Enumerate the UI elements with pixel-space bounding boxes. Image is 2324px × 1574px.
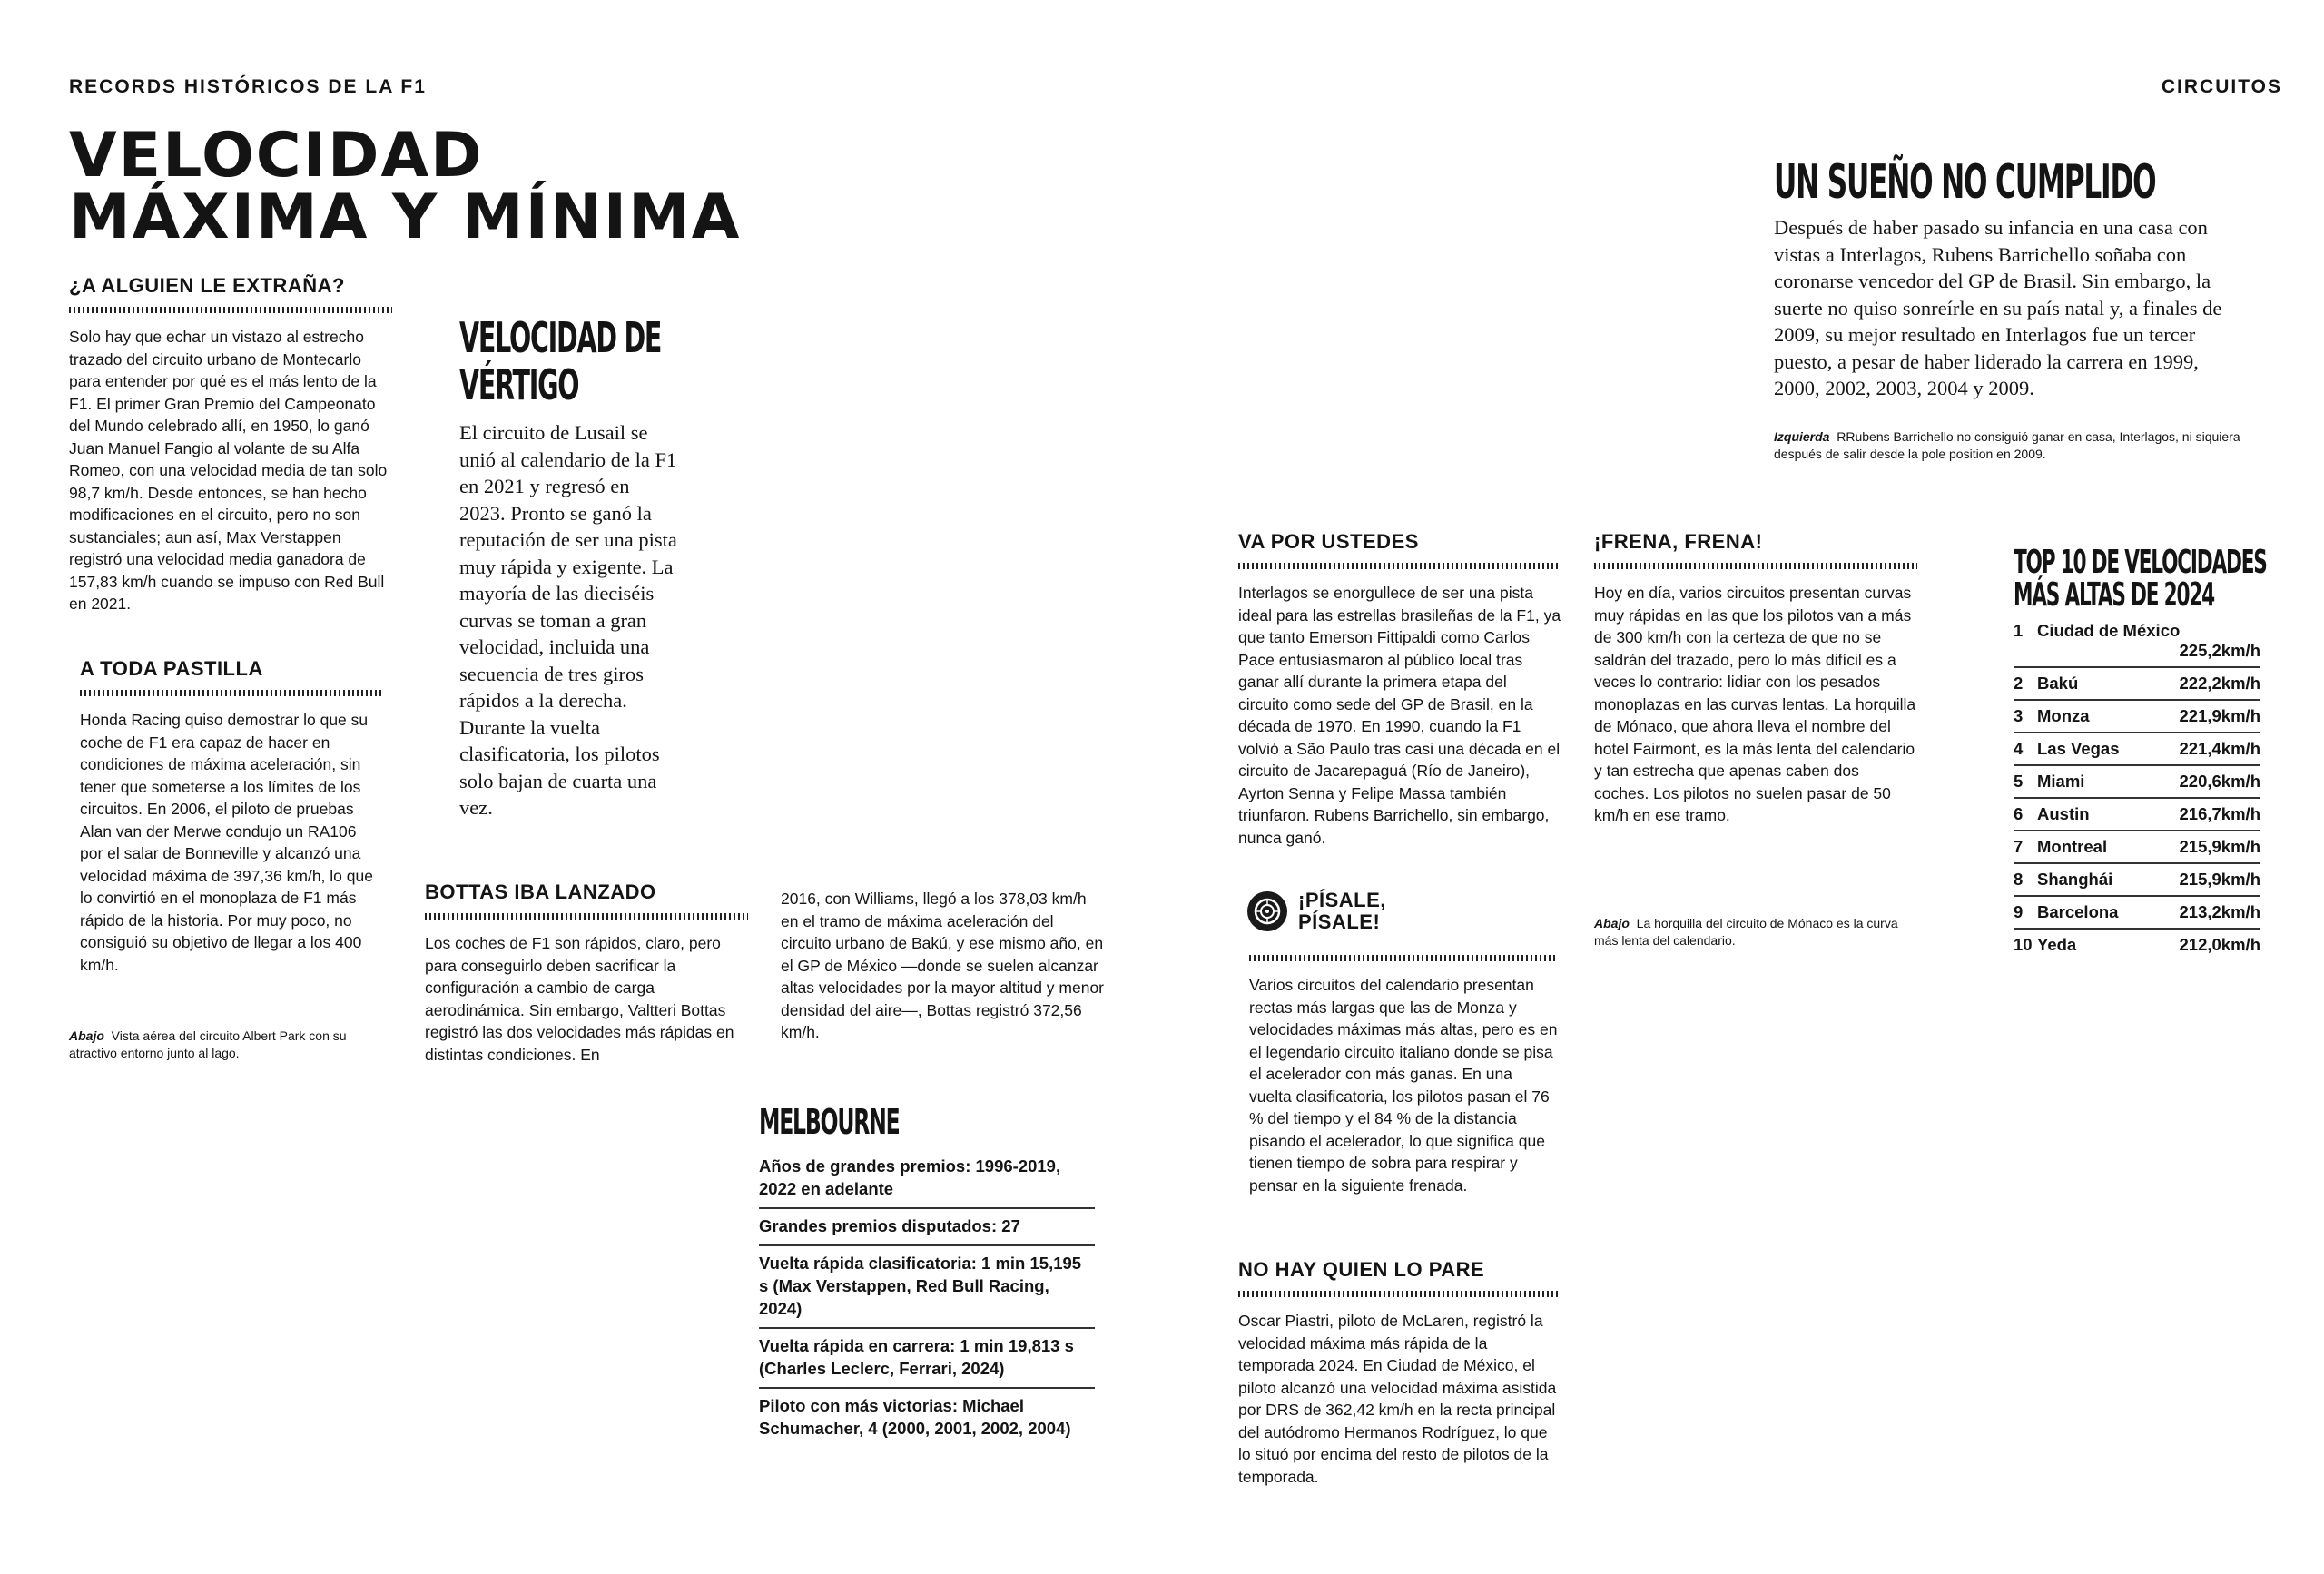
section-kicker: ¡FRENA, FRENA!: [1594, 530, 1763, 553]
section-kicker: ¿A ALGUIEN LE EXTRAÑA?: [69, 274, 345, 297]
dotted-rule: [425, 913, 748, 920]
top10-city: Bakú: [2037, 674, 2079, 693]
section-frena: [1594, 530, 1917, 827]
top10-city: Yeda: [2037, 935, 2077, 954]
section-title-line1: TOP 10 DE VELOCIDADES: [2014, 544, 2267, 581]
caption-text: La horquilla del circuito de Mónaco es la curva más lenta del calendario.: [1594, 916, 1898, 948]
tire-icon: [1247, 891, 1287, 931]
caption-text: Vista aérea del circuito Albert Park con su atractivo entorno junto al lago.: [69, 1028, 347, 1060]
stat-row: Vuelta rápida en carrera: 1 min 19,813 s (Charles Leclerc, Ferrari, 2024): [759, 1329, 1095, 1389]
top10-city: Montreal: [2037, 837, 2108, 856]
top10-speed: 225,2km/h: [2179, 641, 2260, 660]
section-title-line2: MÁS ALTAS DE 2024: [2014, 576, 2214, 614]
top10-speed: 215,9km/h: [2179, 870, 2260, 889]
stat-row: Vuelta rápida clasificatoria: 1 min 15,195 s (Max Verstappen, Red Bull Racing, 2024): [759, 1246, 1095, 1329]
top10-city: Shanghái: [2037, 870, 2113, 889]
section-ustedes: [1238, 530, 1561, 849]
page-title: [69, 120, 742, 253]
section-kicker: A TODA PASTILLA: [80, 657, 263, 680]
section-body: Oscar Piastri, piloto de McLaren, registró la velocidad máxima más rápida de la temporada 2024. En Ciudad de México, el piloto alcanzó una velocidad máxima asistida por DRS de 362,42 km/h en la recta principal del autódromo Hermanos Rodríguez, lo que lo situó por encima del resto de pilotos de la temporada.: [1238, 1312, 1557, 1486]
caption-text: RRubens Barrichello no consiguió ganar en casa, Interlagos, ni siquiera después de salir desde la pole position en 2009.: [1774, 429, 2240, 461]
section-pisale: [1249, 946, 1558, 1196]
stat-row: Piloto con más victorias: Michael Schumacher, 4 (2000, 2001, 2002, 2004): [759, 1396, 1071, 1438]
dotted-rule: [1238, 1291, 1561, 1297]
top10-city: Las Vegas: [2037, 739, 2120, 758]
top10-speed: 212,0km/h: [2179, 935, 2260, 954]
section-kicker: NO HAY QUIEN LO PARE: [1238, 1258, 1485, 1281]
caption-label: Abajo: [1594, 916, 1630, 930]
section-title: [2014, 544, 2267, 614]
section-title: MELBOURNE: [759, 1102, 900, 1142]
section-sueno-title: UN SUEÑO NO CUMPLIDO: [1774, 155, 2156, 210]
top10-row: [2014, 668, 2260, 701]
top10-row: [2014, 897, 2260, 930]
top10-num: 4: [2014, 739, 2024, 758]
top10-num: 2: [2014, 674, 2024, 693]
section-title-line1: VELOCIDAD DE: [459, 313, 662, 362]
dotted-rule: [1238, 563, 1561, 569]
caption-barrichello: [1774, 428, 2246, 463]
section-title-line2: VÉRTIGO: [459, 360, 579, 409]
top10-num: 5: [2014, 772, 2024, 791]
top10-speed: 215,9km/h: [2179, 837, 2260, 856]
top10-city: Ciudad de México: [2037, 621, 2181, 640]
top10-num: 9: [2014, 902, 2024, 921]
section-sueno-body: Después de haber pasado su infancia en una casa con vistas a Interlagos, Rubens Barrichello soñaba con coronarse vencedor del GP de Brasil. Sin embargo, la suerte no quiso sonreírle en su país natal y, a finales de 2009, su mejor resultado en Interlagos fue un tercer puesto, a pesar de haber liderado la carrera en 1999, 2000, 2002, 2003, 2004 y 2009.: [1774, 216, 2222, 399]
section-bottas-col2: 2016, con Williams, llegó a los 378,03 km/h en el tramo de máxima aceleración del circuito urbano de Bakú, y ese mismo año, en el GP de México —donde se suelen alcanzar altas velocidades por la mayor altitud y menor densidad del aire—, Bottas registró 372,56 km/h.: [781, 890, 1105, 1041]
top10-num: 7: [2014, 837, 2024, 856]
section-top10: [2014, 544, 2267, 960]
top10-num: 6: [2014, 804, 2024, 823]
section-body: Solo hay que echar un vistazo al estrecho trazado del circuito urbano de Montecarlo para entender por qué es el más lento de la F1. El primer Gran Premio del Campeonato del Mundo celebrado allí, en 1950, lo ganó Juan Manuel Fangio al volante de su Alfa Romeo, con una velocidad media de tan solo 98,7 km/h. Desde entonces, se han hecho modificaciones en el circuito, pero no son sustanciales; aun así, Max Verstappen registró una velocidad media ganadora de 157,83 km/h cuando se impuso con Red Bull en 2021.: [69, 328, 388, 613]
section-alguien: [69, 274, 392, 615]
caption-label: Abajo: [69, 1028, 104, 1043]
top10-city: Barcelona: [2037, 902, 2119, 921]
top10-list: [2014, 615, 2260, 960]
top10-row: [2014, 930, 2260, 960]
page-title-line1: VELOCIDAD: [69, 120, 484, 192]
top10-row: [2014, 733, 2260, 766]
section-kicker-line1: ¡PÍSALE,: [1298, 889, 1386, 911]
section-pare: [1238, 1258, 1561, 1488]
section-pisale-header: [1247, 890, 1386, 933]
section-title: [459, 314, 661, 408]
dotted-rule: [1594, 563, 1917, 569]
top10-speed: 213,2km/h: [2179, 902, 2260, 921]
stat-row: Años de grandes premios: 1996-2019, 2022 en adelante: [759, 1149, 1095, 1209]
top10-num: 1: [2014, 621, 2024, 640]
section-body: Hoy en día, varios circuitos presentan curvas muy rápidas en las que los pilotos van a más de 300 km/h con la certeza de que no se saldrán del trazado, pero lo más difícil es a veces lo contrario: lidiar con los pesados monoplazas en las curvas lentas. La horquilla de Mónaco, que ahora lleva el nombre del hotel Fairmont, es la más lenta del calendario y tan estrecha que apenas caben dos coches. Los pilotos no suelen pasar de 50 km/h en ese tramo.: [1594, 584, 1916, 824]
top10-row: [2014, 831, 2260, 864]
running-head-right: CIRCUITOS: [2161, 76, 2282, 97]
top10-row: [2014, 701, 2260, 733]
stat-row: Grandes premios disputados: 27: [759, 1209, 1095, 1246]
top10-row: [2014, 766, 2260, 799]
section-kicker: [1298, 890, 1386, 933]
dotted-rule: [1249, 955, 1558, 961]
section-kicker-line2: PÍSALE!: [1298, 910, 1381, 933]
caption-monaco: [1594, 915, 1917, 949]
melbourne-stats: [759, 1149, 1095, 1447]
top10-city: Austin: [2037, 804, 2090, 823]
section-melbourne: [759, 1102, 1095, 1447]
top10-city: Miami: [2037, 772, 2085, 791]
section-body-col1: Los coches de F1 son rápidos, claro, pero para conseguirlo deben sacrificar la configuración a cambio de carga aerodinámica. Sin embargo, Valtteri Bottas registró las dos velocidades más rápidas en distintas condiciones. En: [425, 934, 734, 1064]
top10-row: [2014, 615, 2260, 668]
top10-speed: 221,9km/h: [2179, 706, 2260, 725]
section-vertigo: [459, 314, 784, 408]
running-head-left: RECORDS HISTÓRICOS DE LA F1: [69, 76, 427, 97]
section-pastilla: [80, 657, 381, 976]
page-title-line2: MÁXIMA Y MÍNIMA: [69, 182, 742, 253]
top10-speed: 222,2km/h: [2179, 674, 2260, 693]
top10-speed: 220,6km/h: [2179, 772, 2260, 791]
top10-num: 10: [2014, 935, 2033, 954]
section-kicker: BOTTAS IBA LANZADO: [425, 880, 656, 903]
caption-albert-park: [69, 1028, 396, 1062]
section-body: Interlagos se enorgullece de ser una pista ideal para las estrellas brasileñas de la F1, ya que tanto Emerson Fittipaldi como Carlos Pace entusiasmaron al público local tras ganar allí durante la primera etapa del circuito como sede del GP de Brasil, en la década de 1970. En 1990, cuando la F1 volvió a São Paulo tras casi una década en el circuito de Jacarepaguá (Río de Janeiro), Ayrton Senna y Felipe Massa también triunfaron. Rubens Barrichello, sin embargo, nunca ganó.: [1238, 584, 1561, 847]
top10-num: 3: [2014, 706, 2024, 725]
dotted-rule: [80, 690, 381, 696]
section-bottas: [425, 880, 748, 1066]
section-body: Varios circuitos del calendario presentan rectas más largas que las de Monza y velocidades máximas más altas, pero es en el legendario circuito italiano donde se pisa el acelerador con más ganas. En una vuelta clasificatoria, los pilotos pasan el 76 % del tiempo y el 84 % de la distancia pisando el acelerador, lo que significa que tienen tiempo de sobra para respirar y pensar en la siguiente frenada.: [1249, 976, 1558, 1195]
section-kicker: VA POR USTEDES: [1238, 530, 1419, 553]
top10-num: 8: [2014, 870, 2024, 889]
section-vertigo-body: El circuito de Lusail se unió al calendario de la F1 en 2021 y regresó en 2023. Pronto se ganó la reputación de ser una pista muy rápida y exigente. La mayoría de las dieciséis curvas se toman a gran velocidad, incluida una secuencia de tres giros rápidos a la derecha. Durante la vuelta clasificatoria, los pilotos solo bajan de cuarta una vez.: [459, 421, 677, 819]
caption-label: Izquierda: [1774, 429, 1830, 444]
top10-row: [2014, 799, 2260, 831]
top10-speed: 221,4km/h: [2179, 739, 2260, 758]
top10-city: Monza: [2037, 706, 2090, 725]
dotted-rule: [69, 307, 392, 313]
top10-speed: 216,7km/h: [2179, 804, 2260, 823]
top10-row: [2014, 864, 2260, 897]
section-body: Honda Racing quiso demostrar lo que su coche de F1 era capaz de hacer en condiciones de máxima aceleración, sin tener que someterse a los límites de los circuitos. En 2006, el piloto de pruebas Alan van der Merwe condujo un RA106 por el salar de Bonneville y alcanzó una velocidad máxima de 397,36 km/h, lo que lo convirtió en el monoplaza de F1 más rápido de la historia. Por muy poco, no consiguió su objetivo de llegar a los 400 km/h.: [80, 711, 373, 974]
